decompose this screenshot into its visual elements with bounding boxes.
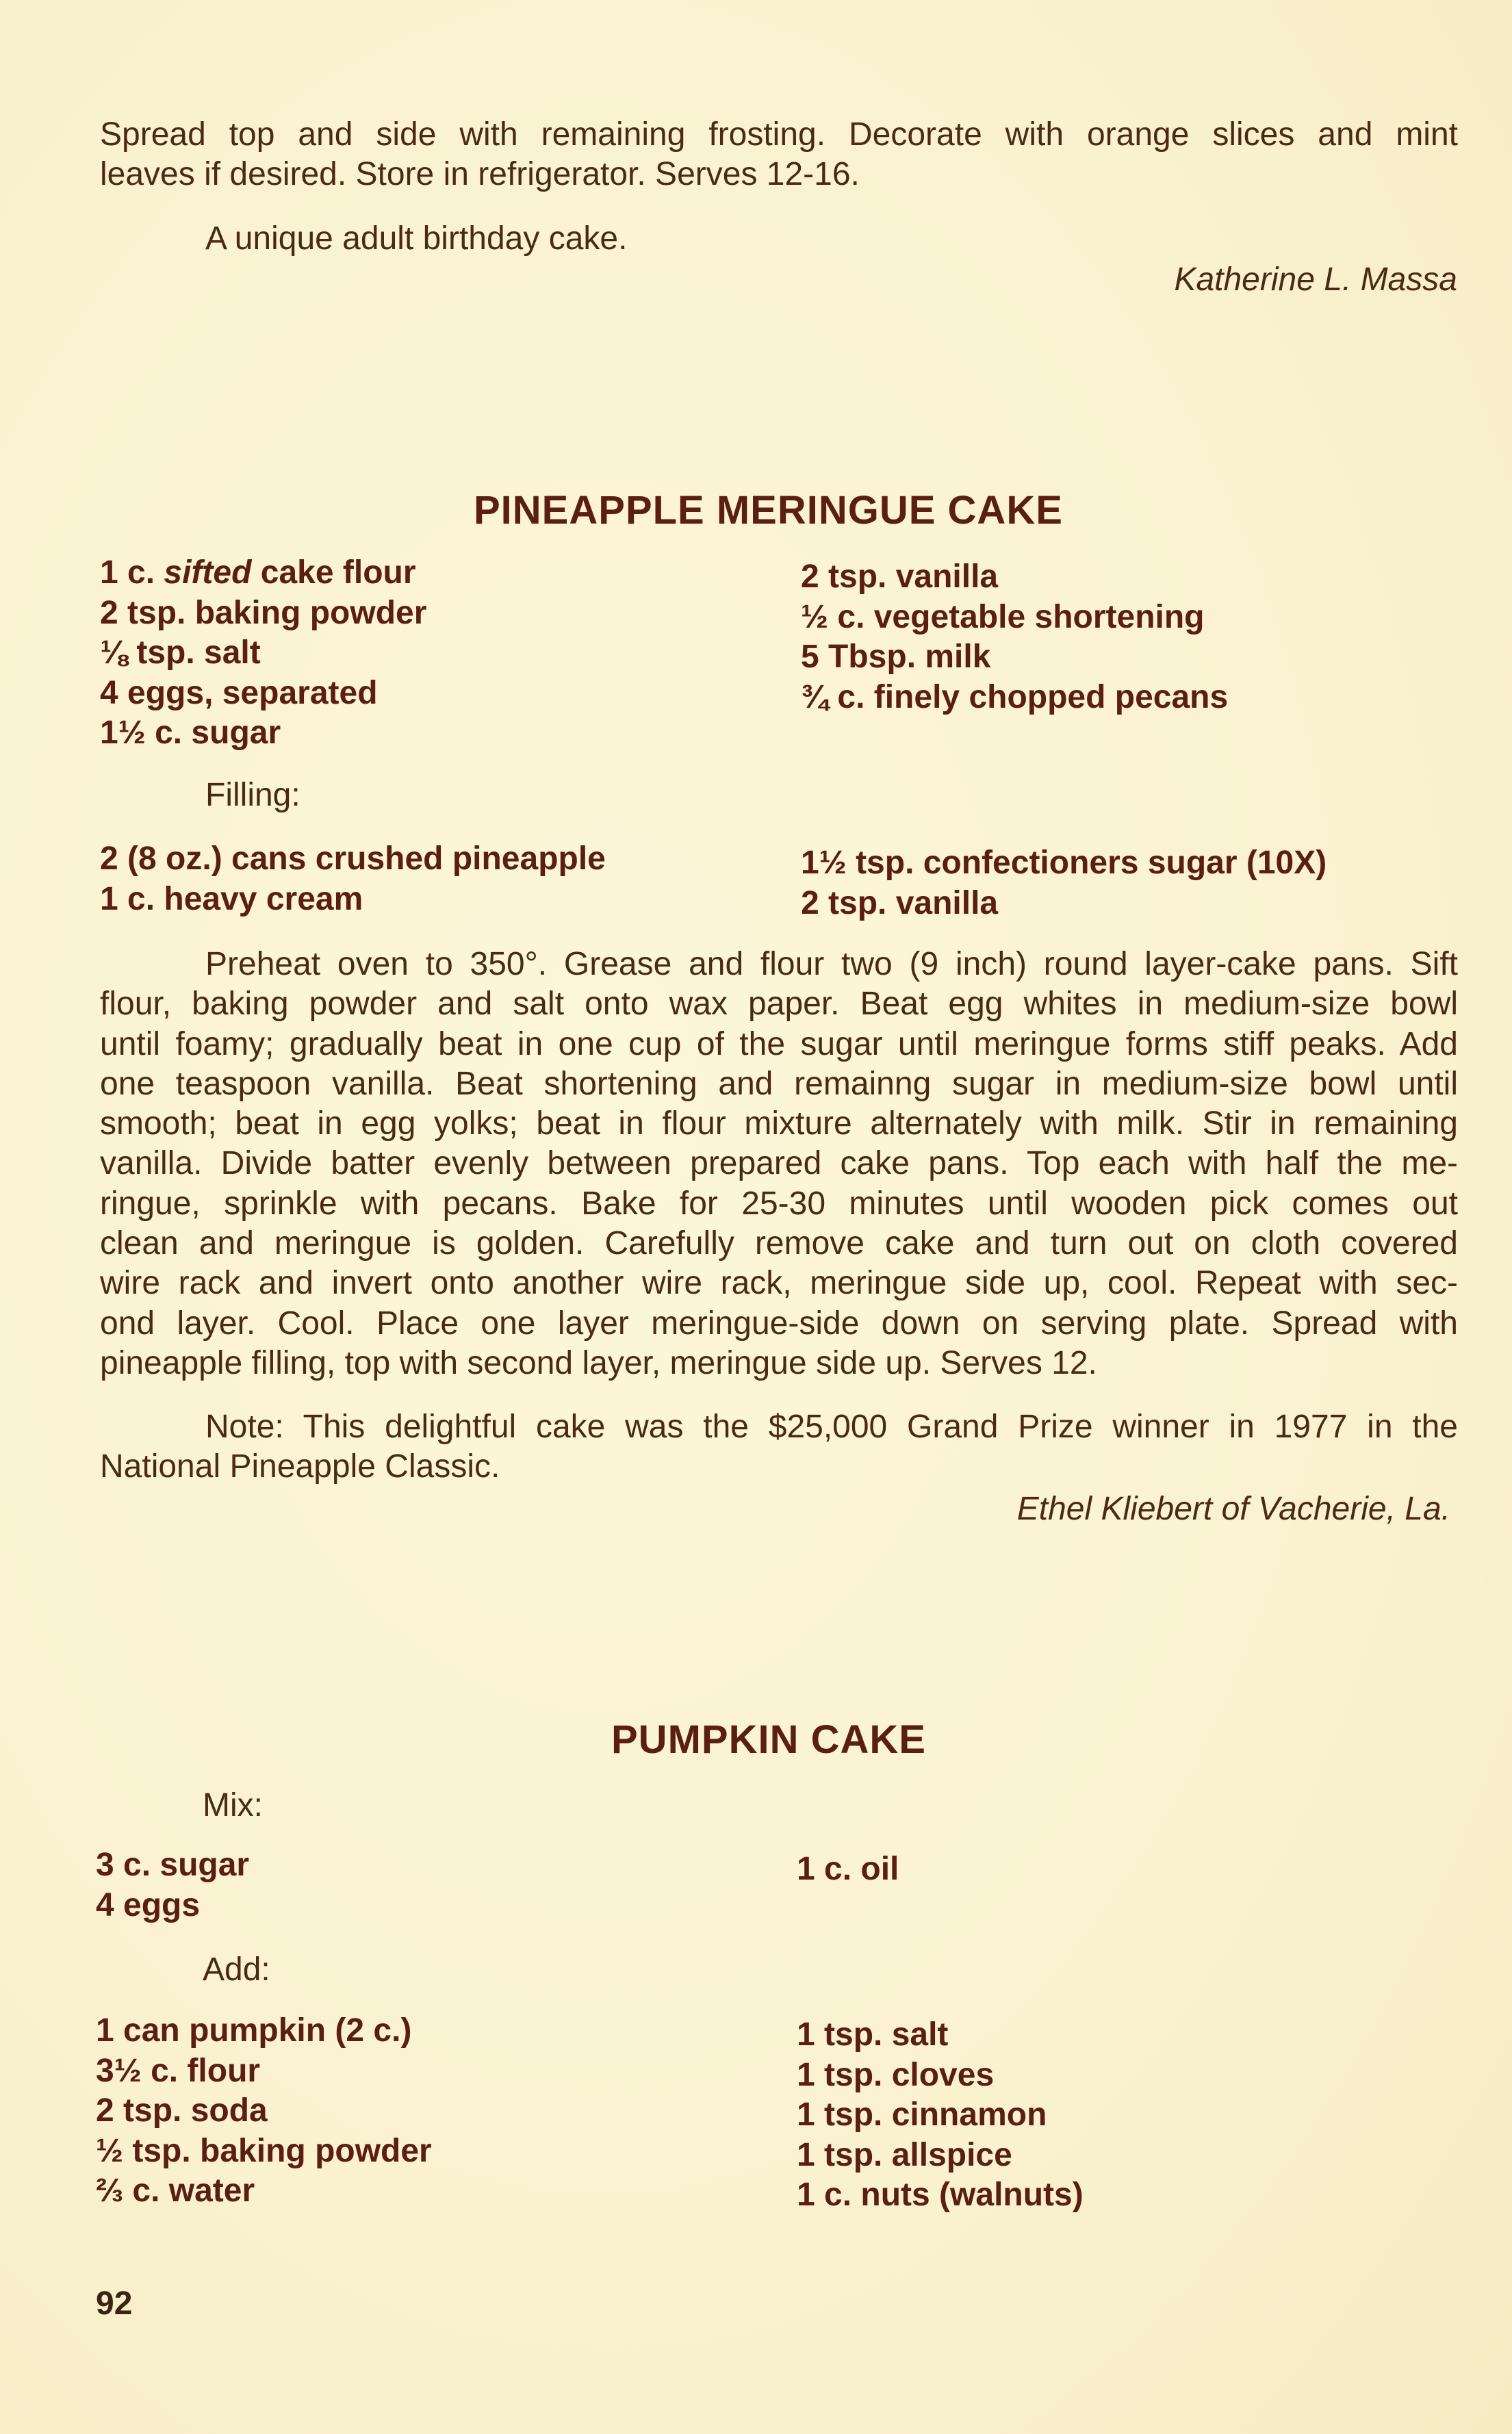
- ingredients-right: [801, 557, 1228, 717]
- directions-line: smooth; beat in egg yolks; beat in flour mixture alternately with milk. Stir in remaining: [100, 1105, 1458, 1142]
- intro-note: A unique adult birthday cake.: [205, 220, 628, 257]
- directions-line: until foamy; gradually beat in one cup of the sugar until meringue forms stiff peaks. Add: [100, 1025, 1458, 1062]
- pineapple-author: Ethel Kliebert of Vacherie, La.: [1016, 1491, 1450, 1527]
- ingredient: 1 tsp. cloves: [797, 2056, 995, 2093]
- recipe-title-pumpkin: PUMPKIN CAKE: [611, 1717, 926, 1762]
- ingredient: 1½ tsp. confectioners sugar (10X): [801, 845, 1327, 881]
- mix-right: [797, 1849, 899, 1890]
- ingredient: 2 tsp. vanilla: [801, 884, 999, 921]
- intro-paragraph: [100, 115, 1458, 195]
- ingredient: 1 tsp. salt: [797, 2016, 949, 2053]
- ingredient: 1½ c. sugar: [100, 715, 281, 751]
- ingredient: ⅔ c. water: [96, 2173, 255, 2209]
- ingredient: 2 (8 oz.) cans crushed pineapple: [100, 841, 606, 877]
- ingredients-left: [100, 553, 426, 754]
- mix-left: [96, 1845, 249, 1925]
- ingredient: ½ tsp. baking powder: [96, 2132, 432, 2169]
- ingredient: ⅛ tsp. salt: [100, 635, 261, 671]
- ingredient: 2 tsp. soda: [96, 2092, 268, 2129]
- directions-line: vanilla. Divide batter evenly between prepared cake pans. Top each with half the me-: [100, 1145, 1458, 1182]
- ingredient: 3 c. sugar: [96, 1847, 250, 1883]
- pineapple-directions: [100, 945, 1458, 1383]
- directions-line: one teaspoon vanilla. Beat shortening and remainng sugar in medium-size bowl until: [100, 1065, 1458, 1102]
- directions-line: Preheat oven to 350°. Grease and flour two (9 inch) round layer-cake pans. Sift: [205, 946, 1458, 982]
- pineapple-note: [100, 1407, 1458, 1487]
- note-line: National Pineapple Classic.: [100, 1448, 500, 1485]
- intro-line: leaves if desired. Store in refrigerator. Serves 12-16.: [100, 156, 860, 193]
- add-label: Add:: [203, 1951, 270, 1988]
- ingredient: 4 eggs: [96, 1886, 201, 1923]
- ingredient: 1 can pumpkin (2 c.): [96, 2012, 412, 2049]
- ingredient: ½ c. vegetable shortening: [801, 598, 1205, 635]
- filling-left: [100, 839, 606, 919]
- directions-line: ond layer. Cool. Place one layer meringue-side down on serving plate. Spread with: [100, 1305, 1458, 1342]
- add-right: [797, 2015, 1084, 2216]
- recipe-title-pineapple: PINEAPPLE MERINGUE CAKE: [474, 488, 1063, 533]
- intro-line: Spread top and side with remaining frosting. Decorate with orange slices and mint: [100, 116, 1458, 153]
- add-left: [96, 2011, 432, 2212]
- directions-line: pineapple filling, top with second layer, meringue side up. Serves 12.: [100, 1344, 1097, 1381]
- ingredient: 1 tsp. allspice: [797, 2136, 1012, 2173]
- filling-right: [801, 843, 1327, 923]
- directions-line: wire rack and invert onto another wire rack, meringue side up, cool. Repeat with sec-: [100, 1265, 1458, 1302]
- directions-line: clean and meringue is golden. Carefully remove cake and turn out on cloth covered: [100, 1225, 1458, 1262]
- ingredient: ¾ c. finely chopped pecans: [801, 678, 1229, 715]
- ingredient: 1 c. oil: [797, 1851, 899, 1887]
- mix-label: Mix:: [203, 1787, 263, 1823]
- ingredient: 1 c. nuts (walnuts): [797, 2177, 1084, 2213]
- ingredient: 3½ c. flour: [96, 2052, 261, 2089]
- ingredient: 2 tsp. vanilla: [801, 559, 999, 595]
- ingredient: 5 Tbsp. milk: [801, 639, 991, 675]
- directions-line: ringue, sprinkle with pecans. Bake for 25-30 minutes until wooden pick comes out: [100, 1185, 1458, 1222]
- directions-line: flour, baking powder and salt onto wax paper. Beat egg whites in medium-size bowl: [100, 986, 1458, 1023]
- ingredient: 1 tsp. cinnamon: [797, 2097, 1047, 2133]
- ingredient: 1 c. heavy cream: [100, 880, 363, 917]
- ingredient: 2 tsp. baking powder: [100, 594, 427, 631]
- ingredient: 4 eggs, separated: [100, 674, 378, 711]
- page-number: 92: [96, 2285, 133, 2322]
- intro-author: Katherine L. Massa: [1174, 261, 1457, 298]
- note-line: Note: This delightful cake was the $25,000 Grand Prize winner in 1977 in the: [205, 1409, 1458, 1445]
- filling-label: Filling:: [205, 777, 300, 813]
- ingredient: 1 c. sifted cake flour: [100, 554, 416, 591]
